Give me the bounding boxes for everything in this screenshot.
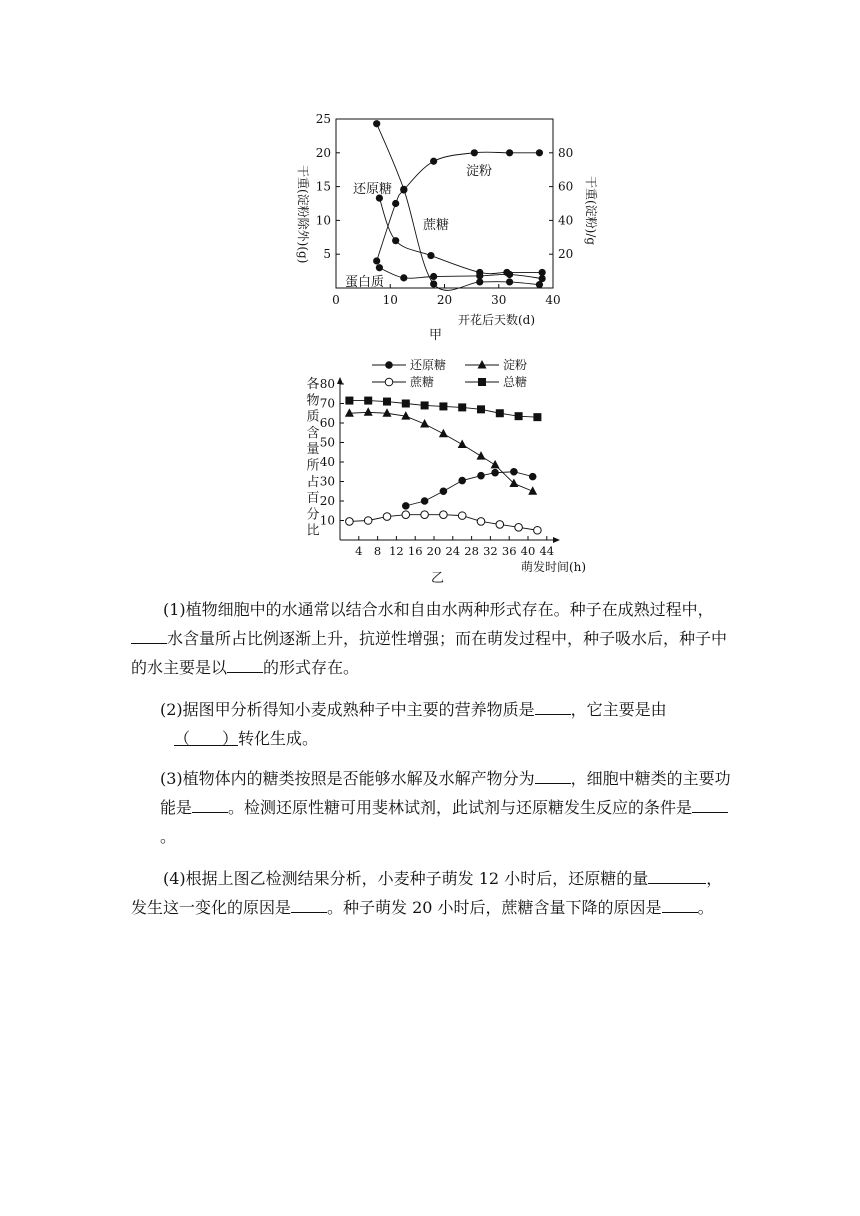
y-tick-label: 10: [319, 513, 335, 528]
answer-blank[interactable]: [535, 697, 571, 715]
data-point: [383, 513, 391, 521]
data-point: [421, 511, 429, 519]
chart-caption: 乙: [431, 571, 445, 586]
data-point: [421, 401, 429, 409]
y-tick-label-right: 60: [558, 179, 574, 194]
data-point: [515, 412, 523, 420]
data-point: [439, 429, 448, 438]
data-point: [345, 397, 353, 405]
y-axis-label-char: 分: [306, 507, 320, 523]
data-point: [477, 451, 486, 460]
x-tick-label: 8: [373, 544, 382, 558]
data-point: [383, 408, 392, 417]
answer-blank[interactable]: [692, 795, 728, 813]
answer-blank[interactable]: [227, 655, 263, 673]
x-tick-label: 16: [407, 544, 423, 558]
data-point: [402, 511, 410, 519]
y-axis-label-char: 比: [306, 523, 320, 539]
data-point: [402, 400, 410, 408]
answer-blank[interactable]: [662, 895, 698, 913]
question-2: (2)据图甲分析得知小麦成熟种子中主要的营养物质是 ，它主要是由 （ ）转化生成。: [131, 695, 731, 753]
data-point: [458, 439, 467, 448]
data-point: [458, 403, 466, 411]
y-axis-label-char: 量: [306, 442, 320, 458]
legend-label: 蔗糖: [410, 375, 435, 389]
data-point: [491, 460, 500, 469]
answer-blank[interactable]: [291, 895, 327, 913]
y-axis-label-char: 占: [306, 474, 320, 490]
data-point: [477, 472, 485, 480]
data-point: [477, 518, 485, 526]
question-1: (1)植物细胞中的水通常以结合水和自由水两种形式存在。种子在成熟过程中，水含量所占比例逐渐上升，抗逆性增强；而在萌发过程中，种子吸水后，种子中的水主要是以 的形式存在。: [131, 600, 728, 677]
data-point: [364, 407, 373, 416]
answer-paren-blank[interactable]: （ ）: [174, 729, 239, 748]
x-tick-label: 32: [483, 544, 498, 558]
y-axis-label: [306, 376, 319, 539]
data-point: [528, 486, 537, 495]
y-tick-label-right: 80: [558, 145, 574, 160]
data-point: [478, 360, 487, 369]
y-tick-label: 60: [319, 416, 335, 430]
y-axis-label-char: 各: [306, 377, 320, 392]
chart-caption: 甲: [429, 328, 443, 343]
x-tick-label: 30: [491, 293, 507, 307]
y-axis-label-char: 百: [306, 491, 320, 507]
data-point: [346, 518, 354, 526]
data-point: [345, 408, 354, 417]
legend-label: 总糖: [503, 375, 528, 389]
data-point: [440, 511, 448, 519]
series-label-sucrose: 蔗糖: [423, 218, 450, 233]
data-point: [364, 397, 372, 405]
y-tick-label: 20: [319, 494, 335, 508]
data-point: [364, 517, 372, 525]
y-axis-label-char: 所: [306, 458, 320, 474]
x-tick-label: 24: [445, 544, 461, 558]
data-point: [385, 361, 393, 369]
y-tick-label-left: 5: [323, 247, 331, 262]
y-axis-label-char: 质: [306, 409, 320, 425]
data-point: [510, 468, 518, 476]
data-point: [440, 487, 448, 495]
x-axis-label: 萌发时间(h): [521, 560, 587, 574]
answer-blank[interactable]: [648, 866, 706, 884]
legend-label: 还原糖: [410, 358, 447, 372]
x-tick-label: 4: [355, 544, 363, 558]
data-point: [383, 398, 391, 406]
y-tick-label: 30: [319, 474, 335, 489]
data-point: [534, 526, 542, 534]
x-tick-label: 12: [389, 544, 404, 558]
x-axis-arrow: [553, 537, 560, 543]
x-tick-label: 0: [332, 293, 340, 307]
x-tick-label: 40: [520, 544, 536, 558]
data-point: [515, 524, 523, 532]
data-point: [402, 502, 410, 510]
x-tick-label: 40: [545, 293, 561, 307]
data-point: [477, 405, 485, 413]
series-label-protein: 蛋白质: [345, 275, 385, 290]
data-point: [478, 378, 486, 386]
data-point: [385, 378, 393, 386]
y-tick-label-right: 40: [558, 213, 574, 228]
data-point: [439, 402, 447, 410]
x-tick-label: 20: [436, 293, 453, 307]
question-3: (3)植物体内的糖类按照是否能够水解及水解产物分为 ，细胞中糖类的主要功能是 。检测还原性糖可用斐林试剂，此试剂与还原糖发生反应的条件是。: [131, 764, 731, 851]
y-axis-arrow: [337, 377, 343, 384]
y-axis-label-char: 物: [306, 393, 320, 409]
x-tick-label: 10: [382, 293, 398, 307]
y-axis-label-left: 干重(淀粉除外)(g): [296, 165, 310, 264]
y-tick-label-right: 20: [558, 247, 574, 262]
y-tick-label-left: 25: [315, 112, 331, 126]
data-point: [496, 521, 504, 529]
legend-label: 淀粉: [503, 358, 528, 372]
series-line: [349, 412, 532, 491]
question-4: (4)根据上图乙检测结果分析，小麦种子萌发 12 小时后，还原糖的量 ，发生这一变化的原因是 。种子萌发 20 小时后，蔗糖含量下降的原因是 。: [131, 864, 731, 922]
y-axis-label-char: 含: [306, 425, 320, 441]
y-tick-label: 40: [319, 455, 335, 469]
y-tick-label: 70: [319, 396, 335, 411]
series-label-starch: 淀粉: [466, 164, 493, 179]
series-label-reducing-sugar: 还原糖: [353, 182, 393, 197]
x-tick-label: 36: [501, 544, 517, 558]
data-point: [420, 419, 429, 428]
y-tick-label: 50: [319, 435, 335, 450]
y-tick-label-left: 15: [315, 179, 331, 194]
data-point: [529, 473, 537, 481]
data-point: [458, 477, 466, 485]
answer-blank[interactable]: [535, 766, 571, 784]
data-point: [421, 497, 429, 505]
y-tick-label-left: 10: [315, 213, 331, 228]
answer-blank[interactable]: [131, 626, 167, 644]
y-tick-label-left: 20: [315, 145, 331, 160]
y-axis-label-right: 干重(淀粉)/g: [584, 176, 598, 246]
data-point: [491, 469, 499, 477]
x-tick-label: 28: [464, 544, 479, 558]
data-point: [458, 512, 466, 520]
x-tick-label: 20: [426, 544, 442, 558]
answer-blank[interactable]: [192, 795, 228, 813]
y-tick-label: 80: [319, 377, 335, 391]
data-point: [533, 413, 541, 421]
data-point: [496, 409, 504, 417]
x-axis-label: 开花后天数(d): [458, 313, 536, 327]
x-tick-label: 44: [539, 544, 555, 558]
